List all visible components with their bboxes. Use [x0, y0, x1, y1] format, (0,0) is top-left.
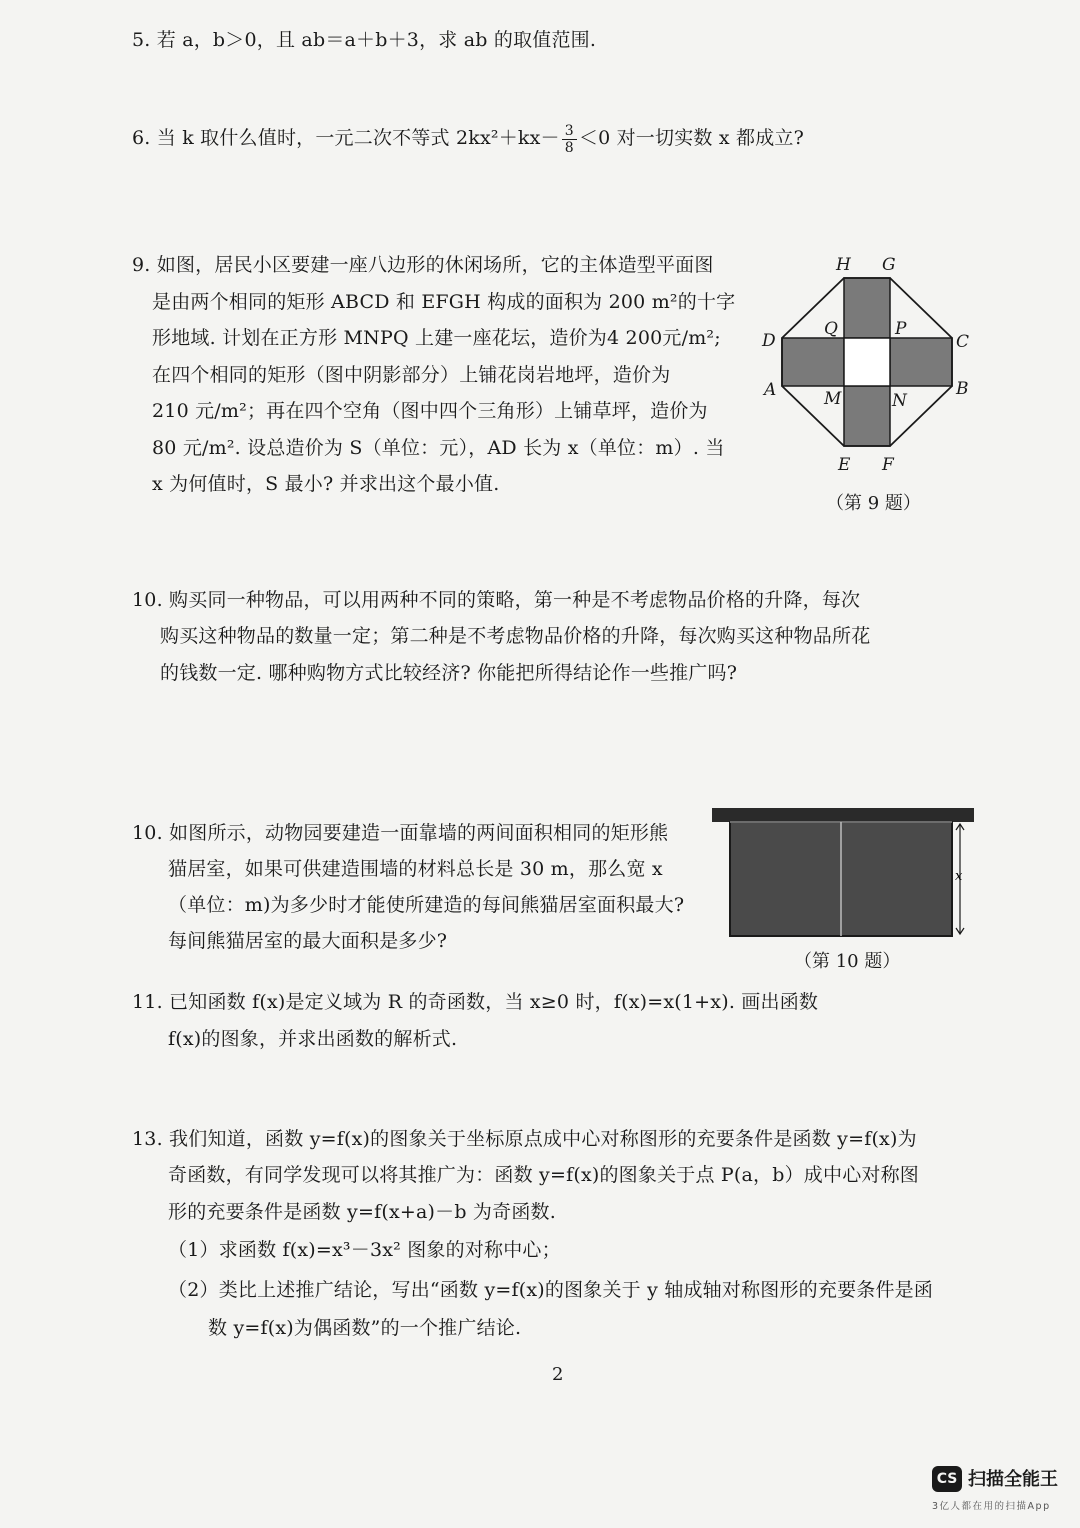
- shaded-rect-right: [890, 338, 952, 386]
- scanner-watermark: [932, 1466, 1072, 1514]
- watermark-name: 扫描全能王: [968, 1469, 1058, 1490]
- octagon-cross-figure: [758, 250, 978, 480]
- label-e: E: [838, 455, 851, 475]
- problem-13-line: 形的充要条件是函数 y=f(x+a)－b 为奇函数.: [168, 1201, 556, 1223]
- fraction-denominator: 8: [564, 139, 574, 156]
- label-d: D: [762, 331, 776, 351]
- problem-9-line: 210 元/m²；再在四个空角（图中四个三角形）上铺草坪，造价为: [152, 400, 708, 422]
- problem-10b-line: 每间熊猫居室的最大面积是多少?: [168, 930, 448, 952]
- figure-10-caption: （第 10 题）: [794, 951, 901, 972]
- panda-enclosure-figure: [712, 806, 977, 940]
- problem-9-line: 形地域. 计划在正方形 MNPQ 上建一座花坛，造价为4 200元/m²;: [152, 327, 721, 349]
- figure-9-caption: （第 9 题）: [826, 493, 921, 514]
- problem-9-line: 9. 如图，居民小区要建一座八边形的休闲场所，它的主体造型平面图: [132, 254, 714, 276]
- label-a: A: [764, 380, 777, 400]
- shaded-rect-bottom: [844, 386, 890, 446]
- label-m: M: [824, 389, 842, 409]
- problem-9-line: 是由两个相同的矩形 ABCD 和 EFGH 构成的面积为 200 m²的十字: [152, 291, 736, 313]
- problem-6-text-after: ＜0 对一切实数 x 都成立?: [578, 127, 804, 149]
- problem-5: 5. 若 a，b＞0，且 ab＝a＋b＋3，求 ab 的取值范围.: [132, 29, 597, 51]
- label-c: C: [956, 332, 970, 352]
- problem-10b-line: （单位：m)为多少时才能使所建造的每间熊猫居室面积最大?: [168, 894, 685, 916]
- problem-6: [132, 120, 804, 156]
- problem-13-sub-1: （1）求函数 f(x)=x³－3x² 图象的对称中心；: [168, 1239, 561, 1261]
- label-b: B: [956, 379, 969, 399]
- problem-11-line: f(x)的图象，并求出函数的解析式.: [168, 1028, 458, 1050]
- problem-13-line: 13. 我们知道，函数 y=f(x)的图象关于坐标原点成中心对称图形的充要条件是函数 y=f(x)为: [132, 1128, 917, 1150]
- problem-6-text-before: 6. 当 k 取什么值时，一元二次不等式 2kx²＋kx－: [132, 127, 560, 149]
- watermark-subtitle: 3亿人都在用的扫描App: [932, 1501, 1051, 1512]
- label-f: F: [882, 455, 894, 475]
- shaded-rect-left: [782, 338, 844, 386]
- fraction-3-8: [562, 123, 577, 156]
- wall: [712, 808, 974, 822]
- fraction-numerator: 3: [562, 123, 577, 140]
- square-mnpq: [844, 338, 890, 386]
- problem-11-line: 11. 已知函数 f(x)是定义域为 R 的奇函数，当 x≥0 时，f(x)=x(1+x). 画出函数: [132, 991, 819, 1013]
- label-h: H: [836, 255, 851, 275]
- problem-10b-line: 猫居室，如果可供建造围墙的材料总长是 30 m，那么宽 x: [168, 858, 663, 880]
- problem-10a-line: 10. 购买同一种物品，可以用两种不同的策略，第一种是不考虑物品价格的升降，每次: [132, 589, 861, 611]
- problem-13-line: 奇函数，有同学发现可以将其推广为：函数 y=f(x)的图象关于点 P(a，b）成中心对称图: [168, 1164, 919, 1186]
- problem-13-sub-2: （2）类比上述推广结论，写出“函数 y=f(x)的图象关于 y 轴成轴对称图形的充要条件是函: [168, 1279, 934, 1301]
- problem-9-line: x 为何值时，S 最小? 并求出这个最小值.: [152, 473, 500, 495]
- problem-10a-line: 购买这种物品的数量一定；第二种是不考虑物品价格的升降，每次购买这种物品所花: [160, 625, 871, 647]
- label-x: x: [955, 869, 963, 884]
- problem-9-line: 80 元/m². 设总造价为 S（单位：元），AD 长为 x（单位：m）. 当: [152, 437, 725, 459]
- page-number: 2: [552, 1364, 564, 1385]
- shaded-rect-top: [844, 278, 890, 338]
- camscanner-logo-icon: CS: [932, 1466, 962, 1492]
- problem-10a-line: 的钱数一定. 哪种购物方式比较经济? 你能把所得结论作一些推广吗?: [160, 662, 738, 684]
- problem-10b-line: 10. 如图所示，动物园要建造一面靠墙的两间面积相同的矩形熊: [132, 822, 669, 844]
- label-n: N: [892, 391, 907, 411]
- label-q: Q: [824, 319, 838, 339]
- label-p: P: [895, 319, 907, 339]
- problem-13-line: 数 y=f(x)为偶函数”的一个推广结论.: [208, 1317, 522, 1339]
- label-g: G: [882, 255, 896, 275]
- problem-9-line: 在四个相同的矩形（图中阴影部分）上铺花岗岩地坪，造价为: [152, 364, 671, 386]
